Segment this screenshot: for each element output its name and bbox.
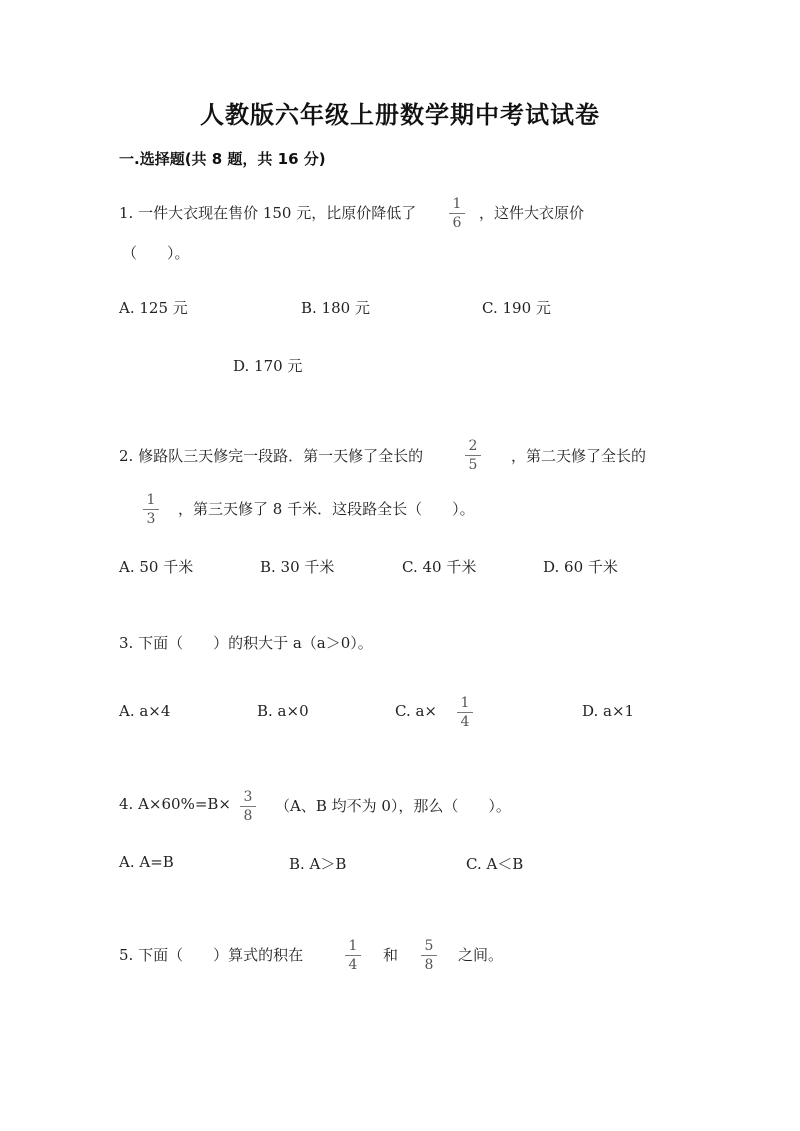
fraction-bar bbox=[240, 806, 256, 807]
question-4-option-c[interactable]: C. A＜B bbox=[466, 855, 524, 873]
question-5-fraction-2 bbox=[418, 938, 440, 973]
question-1-option-b[interactable]: B. 180 元 bbox=[301, 299, 370, 317]
question-3-option-b[interactable]: B. a×0 bbox=[257, 702, 309, 720]
question-4-text-b: （A、B 均不为 0），那么（ ）。 bbox=[275, 797, 511, 815]
fraction-bar bbox=[421, 955, 437, 956]
fraction-bar bbox=[449, 213, 465, 214]
question-4-option-a[interactable]: A. A=B bbox=[119, 853, 174, 871]
question-3-fraction bbox=[454, 695, 476, 730]
fraction-denominator: 5 bbox=[468, 457, 478, 473]
question-2-option-c[interactable]: C. 40 千米 bbox=[402, 558, 477, 576]
question-2-text-c: ，第三天修了 8 千米．这段路全长（ ）。 bbox=[178, 500, 475, 518]
question-5-text-a: 5. 下面（ ）算式的积在 bbox=[119, 946, 304, 964]
question-3-option-a[interactable]: A. a×4 bbox=[119, 702, 171, 720]
question-3-option-d[interactable]: D. a×1 bbox=[582, 702, 635, 720]
question-2-fraction-1 bbox=[462, 438, 484, 473]
fraction-denominator: 6 bbox=[452, 215, 462, 231]
question-3-text: 3. 下面（ ）的积大于 a（a＞0）。 bbox=[119, 634, 373, 652]
question-2-option-b[interactable]: B. 30 千米 bbox=[260, 558, 335, 576]
question-2-text-a: 2. 修路队三天修完一段路．第一天修了全长的 bbox=[119, 447, 424, 465]
question-1-text-c: （ ）。 bbox=[122, 244, 190, 262]
question-4-option-b[interactable]: B. A＞B bbox=[289, 855, 347, 873]
question-2-fraction-2 bbox=[140, 492, 162, 527]
question-5-text-b: 和 bbox=[383, 946, 399, 964]
fraction-denominator: 4 bbox=[460, 714, 470, 730]
fraction-numerator: 1 bbox=[146, 492, 156, 508]
question-1-option-a[interactable]: A. 125 元 bbox=[119, 299, 188, 317]
question-4-text-a: 4. A×60%=B× bbox=[119, 795, 231, 813]
fraction-bar bbox=[345, 955, 361, 956]
question-1-text-b: ，这件大衣原价 bbox=[479, 204, 585, 222]
question-2-option-a[interactable]: A. 50 千米 bbox=[119, 558, 194, 576]
question-3-option-c[interactable]: C. a× bbox=[395, 702, 437, 720]
question-1-fraction bbox=[446, 196, 468, 231]
question-2-option-d[interactable]: D. 60 千米 bbox=[543, 558, 618, 576]
question-5-fraction-1 bbox=[342, 938, 364, 973]
question-4-fraction bbox=[237, 789, 259, 824]
fraction-denominator: 4 bbox=[348, 957, 358, 973]
fraction-denominator: 8 bbox=[243, 808, 253, 824]
fraction-numerator: 3 bbox=[243, 789, 253, 805]
fraction-numerator: 1 bbox=[452, 196, 462, 212]
fraction-denominator: 8 bbox=[424, 957, 434, 973]
fraction-numerator: 5 bbox=[424, 938, 434, 954]
question-5-text-c: 之间。 bbox=[458, 946, 504, 964]
fraction-bar bbox=[143, 509, 159, 510]
page-title: 人教版六年级上册数学期中考试试卷 bbox=[200, 101, 600, 129]
question-1-option-c[interactable]: C. 190 元 bbox=[482, 299, 551, 317]
question-1-text-a: 1. 一件大衣现在售价 150 元，比原价降低了 bbox=[119, 204, 417, 222]
fraction-numerator: 1 bbox=[348, 938, 358, 954]
question-2-text-b: ，第二天修了全长的 bbox=[511, 447, 647, 465]
section-heading: 一.选择题(共 8 题，共 16 分) bbox=[119, 150, 326, 168]
fraction-numerator: 2 bbox=[468, 438, 478, 454]
question-1-option-d[interactable]: D. 170 元 bbox=[233, 357, 303, 375]
fraction-bar bbox=[465, 455, 481, 456]
fraction-denominator: 3 bbox=[146, 511, 156, 527]
fraction-bar bbox=[457, 712, 473, 713]
fraction-numerator: 1 bbox=[460, 695, 470, 711]
